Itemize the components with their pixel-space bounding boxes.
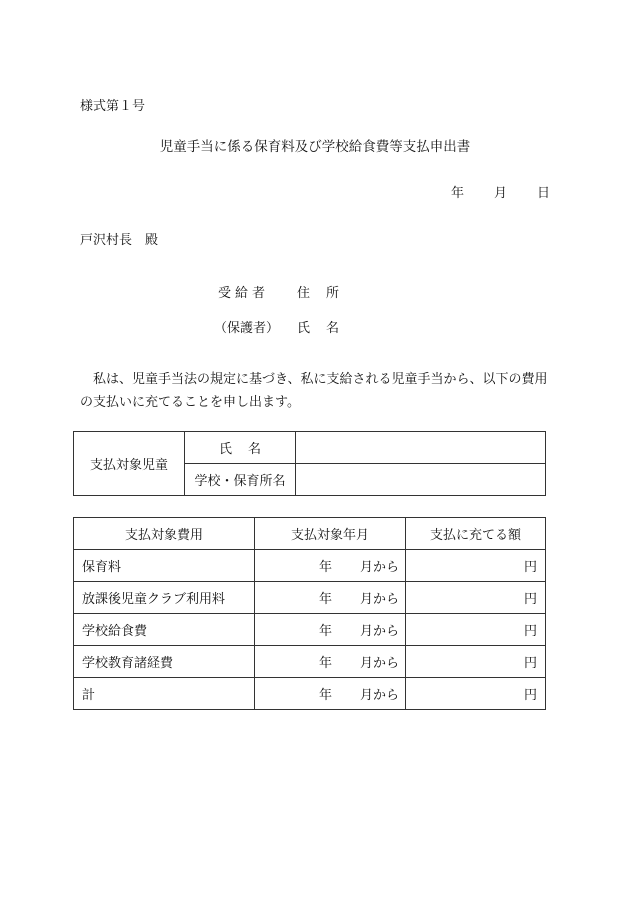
header-amount: 支払に充てる額: [406, 518, 546, 550]
expense-item-label: 学校教育諸経費: [74, 646, 255, 678]
name-label-char-1: 氏: [297, 321, 311, 336]
applicant-name-label: [297, 317, 339, 336]
table-row: [74, 646, 546, 678]
date-day-label: 日: [536, 186, 550, 201]
period-month-label: 月から: [359, 592, 399, 607]
period-month-label: 月から: [359, 624, 399, 639]
child-name-label-char-2: 名: [248, 442, 262, 457]
yen-label: 円: [523, 688, 537, 703]
period-field[interactable]: [255, 614, 406, 646]
document-title: 児童手当に係る保育料及び学校給食費等支払申出書: [159, 139, 471, 155]
period-month-label: 月から: [359, 688, 399, 703]
amount-field[interactable]: [406, 582, 546, 614]
expense-item-label: 学校給食費: [74, 614, 255, 646]
guardian-label: （保護者）: [214, 321, 280, 336]
expense-item-label: 計: [74, 678, 255, 710]
period-field[interactable]: [255, 550, 406, 582]
period-month-label: 月から: [359, 560, 399, 575]
table-row: [74, 582, 546, 614]
child-table: [73, 431, 546, 496]
period-field[interactable]: [255, 582, 406, 614]
period-year-label: 年: [318, 656, 332, 671]
expense-item-label: 保育料: [74, 550, 255, 582]
addressee: 戸沢村長 殿: [80, 233, 159, 248]
table-row: [74, 550, 546, 582]
date-line: [451, 182, 550, 201]
school-name-field[interactable]: [296, 464, 546, 496]
amount-field[interactable]: [406, 678, 546, 710]
address-label-char-2: 所: [326, 286, 340, 301]
expense-table: [73, 517, 546, 710]
yen-label: 円: [523, 560, 537, 575]
table-row: [74, 678, 546, 710]
header-period: 支払対象年月: [255, 518, 406, 550]
child-table-header: 支払対象児童: [74, 432, 185, 496]
period-year-label: 年: [318, 560, 332, 575]
header-expense-item: 支払対象費用: [74, 518, 255, 550]
name-label-char-2: 名: [326, 321, 340, 336]
yen-label: 円: [523, 592, 537, 607]
table-row: [74, 614, 546, 646]
child-name-field[interactable]: [296, 432, 546, 464]
expense-item-label: 放課後児童クラブ利用料: [74, 582, 255, 614]
amount-field[interactable]: [406, 550, 546, 582]
date-year-label: 年: [450, 186, 464, 201]
declaration-text: 私は、児童手当法の規定に基づき、私に支給される児童手当から、以下の費用の支払いに充てることを申し出ます。: [80, 372, 548, 410]
school-name-label: 学校・保育所名: [185, 464, 296, 496]
address-label: [297, 282, 339, 301]
period-field[interactable]: [255, 646, 406, 678]
period-year-label: 年: [318, 592, 332, 607]
period-field[interactable]: [255, 678, 406, 710]
amount-field[interactable]: [406, 646, 546, 678]
period-month-label: 月から: [359, 656, 399, 671]
date-month-label: 月: [493, 186, 507, 201]
expense-table-header-row: [74, 518, 546, 550]
address-label-char-1: 住: [297, 286, 311, 301]
yen-label: 円: [523, 624, 537, 639]
period-year-label: 年: [318, 624, 332, 639]
recipient-label: 受給者: [218, 286, 270, 301]
amount-field[interactable]: [406, 614, 546, 646]
form-number: 様式第１号: [80, 99, 146, 114]
yen-label: 円: [523, 656, 537, 671]
period-year-label: 年: [318, 688, 332, 703]
child-name-label: [185, 432, 296, 464]
child-name-label-char-1: 氏: [218, 442, 232, 457]
